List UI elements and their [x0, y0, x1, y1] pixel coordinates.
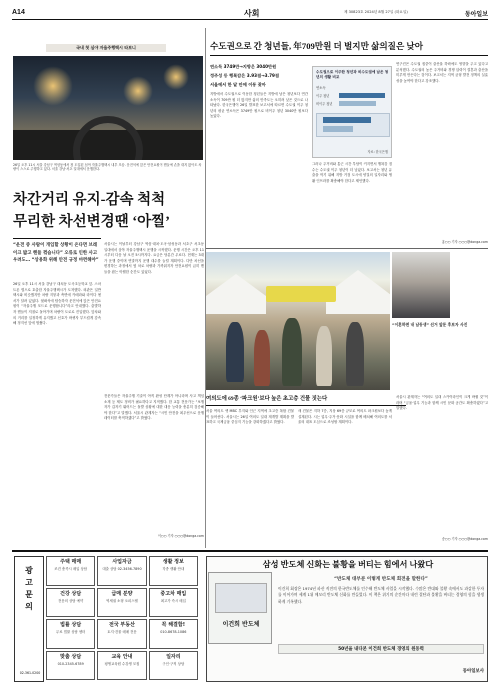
book-cover-title: 이건희 반도체	[222, 621, 260, 628]
right-body-b: 그러나 주거비와 통근 시간 부담이 커지면서 행복감 점수는 수도권 이주 청년이 더 낮았다. 보고서는 청년 유출을 막기 위해 지방 거점 도시에 양질의 일자리와 생활 인프라를 확충해야 한다고 제언했다.	[312, 162, 392, 183]
classified-ad-title: 교육 안내	[111, 653, 133, 660]
classified-ad-title: 중고차 매입	[160, 590, 187, 597]
classified-ads-grid	[46, 556, 200, 682]
ad-contact-title: 광고 문의	[25, 566, 33, 611]
main-byline: 이○○ 기자 ○○○@donga.com	[157, 534, 204, 538]
fest-body-c: 서울시 관계자는 “여의도 일대 스카이라인이 크게 바뀔 것”이라며 “금융·업무 기능과 함께 시민 문화 공간도 확충하겠다”고 말했다.	[396, 395, 488, 411]
book-ad-footer: 50년을 내다본 이건희 반도체 경영의 원동력	[278, 644, 484, 654]
issue-date: 제 30823호 2024년 8월 27일 (화요일)	[344, 10, 408, 14]
photo-caption-top: 국내 첫 심야 자율주행택시 타보니	[46, 44, 166, 52]
classified-ad-title: 맞춤 상담	[60, 653, 82, 660]
autonomous-taxi-photo	[13, 56, 203, 160]
main-body-col1: 26일 오후 11시 서울 강남구 대치동 도곡초등학교 앞. 스마트폰 앱으로 호출한 자율주행택시가 도착했다. 외관은 일반 택시와 비슷했지만 차량 지붕과 측면에 카메라와 라이다 센서가 달려 있었다. 뒷좌석에 탑승하자 운전석에 앉은 안전요원이 “자율주행 모드로 운행합니다”라고 안내했다. 출발하자 핸들이 저절로 돌아가며 차량이 도로로 진입했다. 앞차와의 거리를 일정하게 유지했고 신호가 바뀌자 부드럽게 감속해 정지선 앞에 멈췄다.	[13, 282, 101, 326]
classified-ad-title: 사업자금	[112, 559, 132, 565]
book-ad-subhead: “반도체 대부분 이렇게 반도체 회전을 말한다”	[334, 577, 428, 582]
classified-ad-cell	[46, 556, 95, 586]
section-title: 사회	[244, 9, 260, 18]
classified-ad-title: 전국 부동산	[109, 622, 135, 628]
classified-ad-cell	[149, 651, 198, 681]
right-bullet: 정주성 등 행복감은 3.93점→3.79점	[210, 73, 279, 78]
classified-ad-cell	[149, 556, 198, 586]
fest-byline: 송○○ 기자 ○○○@donga.com	[441, 537, 488, 541]
classified-ad-line: 조건 충족시 매입 상담	[54, 567, 88, 571]
classified-ad-cell	[46, 588, 95, 618]
chart-bar	[323, 117, 371, 123]
right-body-c: 연구진은 수도권 집중이 출산율 하락에도 영향을 주고 있다고 분석했다. 수도권의 높은 주거비와 경쟁 압력이 결혼과 출산을 미루게 만든다는 것이다. 보고서는 지역 균형 발전 정책의 실효성을 높여야 한다고 강조했다.	[396, 62, 488, 83]
ad-contact-box	[14, 556, 44, 682]
classified-ad-title: 생활 정보	[162, 559, 184, 565]
book-ad-body: 이건희 회장은 1974년 파산 직전의 한국반도체를 인수해 반도체 사업을 시작했다. 수많은 반대와 불황 속에서도 과감한 투자를 이어가며 세계 1위 메모리 반도체 신화를 만들었다. 이 책은 위기의 순간마다 내린 결단과 불황을 버티는 경영의 힘을 생생하게 기록했다.	[278, 586, 484, 604]
main-headline-line1: 차간거리 유지-감속 척척	[13, 192, 166, 208]
candidate-portrait-photo	[392, 252, 450, 318]
classified-ad-cell	[46, 619, 95, 649]
right-bullets	[210, 62, 308, 89]
chart-title: 수도권으로 이주한 청년과 비수도권에 남은 청년의 생활 비교	[316, 70, 389, 79]
chart-caption: 연소득	[316, 86, 326, 90]
page-header	[12, 8, 488, 20]
chart-source: 자료: 한국은행	[367, 150, 388, 154]
classified-ad-line: 대출 상담 02-3456-7890	[102, 567, 142, 571]
right-byline: 홍○○ 기자 ○○○@donga.com	[441, 240, 488, 244]
classified-ad-line: 평생교육원 수강생 모집	[104, 661, 140, 666]
chart-bar	[339, 93, 385, 98]
classified-ad-title: 건강 상담	[60, 590, 82, 597]
fest-body-b: 새 건물은 지하 7층, 지상 69층 규모로 여의도 파크원보다 높게 설계된다. 시는 업무·주거·문화 시설을 함께 배치해 여의도를 서울의 대표 도심으로 조성할 계획이다.	[298, 409, 392, 425]
masthead-logo: 동아일보	[464, 12, 488, 18]
classified-ad-title: 주택 매매	[60, 559, 82, 565]
book-ad-headline: 삼성 반도체 신화는 불황을 버티는 힘에서 나왔다	[262, 560, 434, 569]
classified-ad-line: 역세권 소형 오피스텔	[106, 598, 138, 603]
ad-contact-phone: 02-361-0200	[19, 671, 41, 675]
right-body-a: 지방에서 수도권으로 이동한 청년들은 지방에 남은 청년보다 연간 소득이 709만 원 더 많지만 삶의 만족도는 오히려 낮은 것으로 나타났다. 한국은행이 26일 발표한 보고서에 따르면 수도권 이주 청년의 평균 연소득은 3749만 원으로 비이주 청년 3040만 원보다 높았다.	[210, 92, 308, 119]
chart-row-label: 이주 청년	[316, 94, 330, 98]
main-subhead: “운전 중 사람이 개입할 상황이 온다면 브레이크 밟고 핸들 꺾습니다” 오류로 인한 사고 우려도… “상용화 위해 안전 규정 마련해야”	[13, 243, 99, 264]
classified-ad-line: 최고가 즉시 매입	[160, 598, 186, 603]
fest-body-a: 서울 여의도 옛 MBC 부지와 인근 지역에 초고층 복합 건물이 들어선다. 서울시는 26일 여의도 일대 재개발 계획을 발표하고 국제금융 중심지 기능을 강화하겠다고 밝혔다.	[206, 409, 294, 425]
classified-ad-cell	[149, 619, 198, 649]
classified-ad-cell	[149, 588, 198, 618]
classified-ad-line: 전문의 상담 예약	[58, 598, 84, 603]
chart-bar	[323, 126, 353, 132]
classified-ad-title: 일자리	[166, 653, 181, 660]
fest-headline: 여의도에 69종 ‘파크원’보다 높은 초고층 건물 짓는다	[206, 396, 328, 402]
classified-ad-title: 꼭 해결함!	[161, 622, 185, 628]
classified-ad-line: 구인·구직 상담	[162, 661, 185, 666]
portrait-caption: “이혼하면 내 남동생” 선거 앞둔 후보자 사진	[392, 322, 468, 327]
classified-ad-cell	[97, 651, 146, 681]
festival-crowd-photo	[206, 252, 390, 390]
publisher-logo: 동아일보사	[462, 669, 484, 674]
classified-ad-line: 각종 생활 안내	[162, 567, 185, 571]
right-bullet: 서울에서 한 달 안에 이동 잦아	[210, 82, 266, 87]
main-headline-line2: 무리한 차선변경땐 ‘아찔’	[13, 214, 170, 230]
classified-ad-line: 토지·건물 매매 전문	[107, 630, 137, 634]
classified-ad-cell	[97, 556, 146, 586]
youth-income-chart	[312, 66, 392, 158]
main-body-col3: 전문가들은 자율주행 기술이 아직 완성 단계가 아니라며 사고 책임 소재 등 제도 정비가 필요하다고 지적했다. 한 교통 전문가는 “보행자가 갑자기 뛰어드는 돌발 상황에 대한 대응 능력을 충분히 검증해야 한다”고 말했다. 서울시 관계자는 “시민 안전을 최우선으로 운행 데이터를 축적하겠다”고 밝혔다.	[104, 394, 204, 421]
main-body-col2: 서울시는 이날부터 강남구 역삼·대치·도곡·삼성동과 서초구 서초동 일대에서 심야 자율주행택시 운행을 시작했다. 운행 시간은 오후 11시부터 다음 날 오전 5시까지다. 요금은 당분간 무료다. 현재는 3대가 운행 중이며 연말까지 운행 대수를 늘릴 계획이다. 다만 차선을 변경하는 과정에서 옆 차로 차량과 가까워지자 안전요원이 급히 핸들을 잡는 아찔한 순간도 있었다.	[104, 242, 204, 274]
book-cover-image	[208, 572, 272, 644]
classified-ad-cell	[46, 651, 95, 681]
classified-ad-cell	[97, 588, 146, 618]
chart-bar	[339, 101, 376, 106]
photo-caption: 26일 오후 11시 서울 강남구 역삼동에서 첫 도입된 심야 자율주행택시 내부 모습. 운전석에 앉은 안전요원이 핸들에 손을 대지 않아도 차량이 스스로 주행하고 있다. 서울 강남·서초 일대에서 운행한다.	[13, 163, 202, 172]
classified-ad-cell	[97, 619, 146, 649]
page-number: A14	[12, 9, 25, 16]
chart-row-label: 비이주 청년	[316, 102, 333, 106]
classified-ad-line: 010-8678-1086	[160, 630, 187, 634]
classified-ad-title: 법률 상담	[60, 622, 82, 628]
classified-ad-line: 010-2345-6789	[57, 661, 84, 666]
classified-ad-line: 무료 법률 상담 센터	[55, 630, 86, 634]
right-bullet: 연소득 3749만→지방은 3040만원	[210, 64, 277, 69]
right-headline: 수도권으로 간 청년들, 年709만원 더 벌지만 삶의질은 낮아	[210, 41, 424, 51]
classified-ad-title: 급매 분양	[111, 590, 133, 597]
